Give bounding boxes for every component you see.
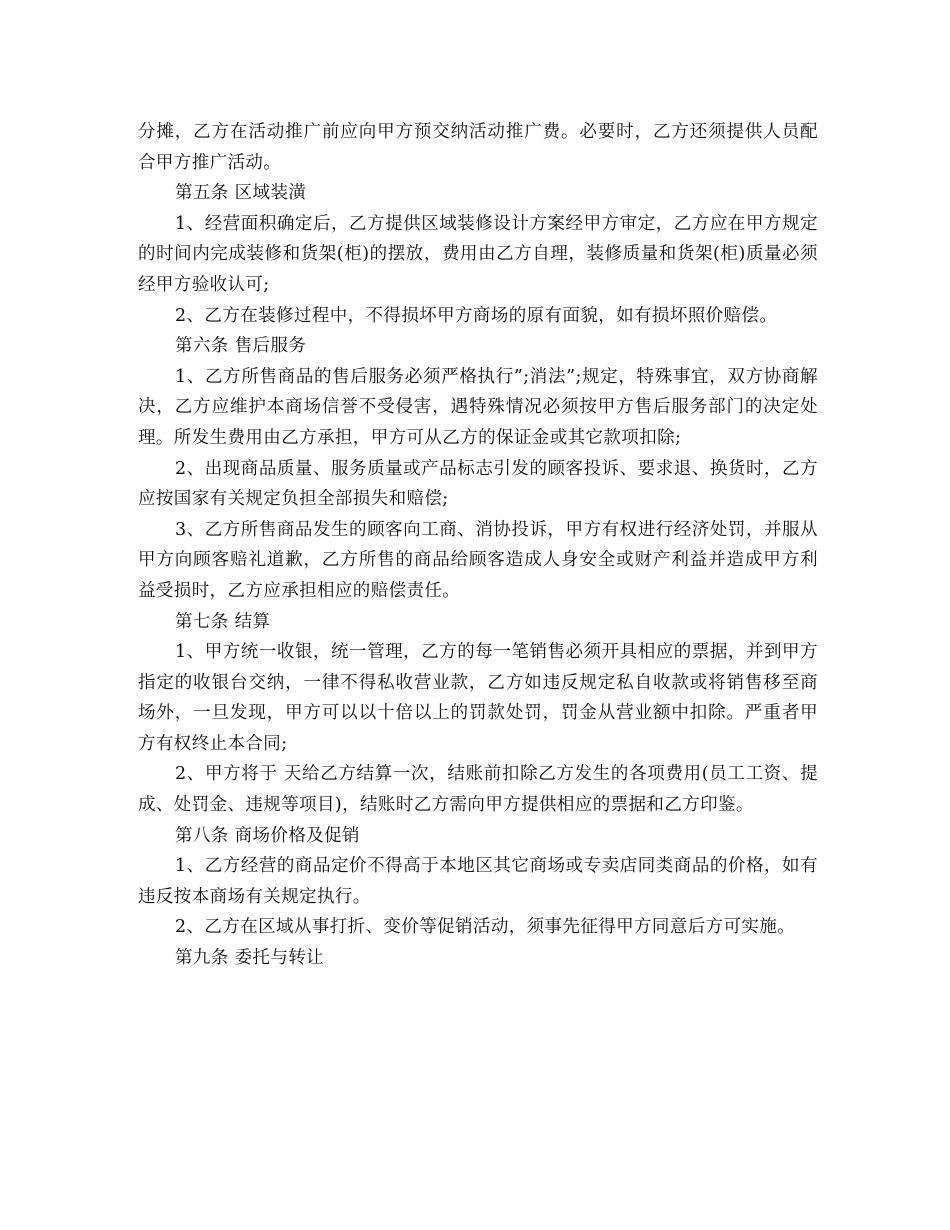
article-6-clause-2: 2、出现商品质量、服务质量或产品标志引发的顾客投诉、要求退、换货时，乙方应按国家有关规定负担全部损失和赔偿; (138, 458, 818, 510)
paragraph-continuation: 分摊，乙方在活动推广前应向甲方预交纳活动推广费。必要时，乙方还须提供人员配合甲方推广活动。 (138, 122, 818, 173)
article-6-heading: 第六条 售后服务 (175, 336, 307, 357)
article-8-clause-1: 1、乙方经营的商品定价不得高于本地区其它商场或专卖店同类商品的价格，如有违反按本商场有关规定执行。 (138, 856, 818, 907)
article-5-clause-2: 2、乙方在装修过程中，不得损坏甲方商场的原有面貌，如有损坏照价赔偿。 (175, 305, 778, 326)
article-5-heading: 第五条 区域装潢 (175, 183, 307, 204)
article-7-heading: 第七条 结算 (175, 611, 271, 632)
article-7-clause-1: 1、甲方统一收银，统一管理，乙方的每一笔销售必须开具相应的票据，并到甲方指定的收银台交纳，一律不得私收营业款，乙方如违反规定私自收款或将销售移至商场外，一旦发现，甲方可以以十倍以上的罚款处罚，罚金从营业额中扣除。严重者甲方有权终止本合同; (138, 642, 818, 754)
article-6-clause-1: 1、乙方所售商品的售后服务必须严格执行”;消法”;规定，特殊事宜，双方协商解决，乙方应维护本商场信誉不受侵害，遇特殊情况必须按甲方售后服务部门的决定处理。所发生费用由乙方承担，甲方可从乙方的保证金或其它款项扣除; (138, 366, 818, 448)
article-7-clause-2: 2、甲方将于 天给乙方结算一次，结账前扣除乙方发生的各项费用(员工工资、提成、处罚金、违规等项目)，结账时乙方需向甲方提供相应的票据和乙方印鉴。 (138, 764, 818, 816)
article-6-clause-3: 3、乙方所售商品发生的顾客向工商、消协投诉，甲方有权进行经济处罚，并服从甲方向顾客赔礼道歉，乙方所售的商品给顾客造成人身安全或财产利益并造成甲方利益受损时，乙方应承担相应的赔偿责任。 (138, 519, 818, 601)
document-body (138, 117, 818, 974)
article-9-heading: 第九条 委托与转让 (175, 948, 325, 969)
article-8-heading: 第八条 商场价格及促销 (175, 825, 360, 846)
article-8-clause-2: 2、乙方在区域从事打折、变价等促销活动，须事先征得甲方同意后方可实施。 (175, 917, 796, 938)
article-5-clause-1: 1、经营面积确定后，乙方提供区域装修设计方案经甲方审定，乙方应在甲方规定的时间内完成装修和货架(柜)的摆放，费用由乙方自理，装修质量和货架(柜)质量必须经甲方验收认可; (138, 213, 818, 295)
